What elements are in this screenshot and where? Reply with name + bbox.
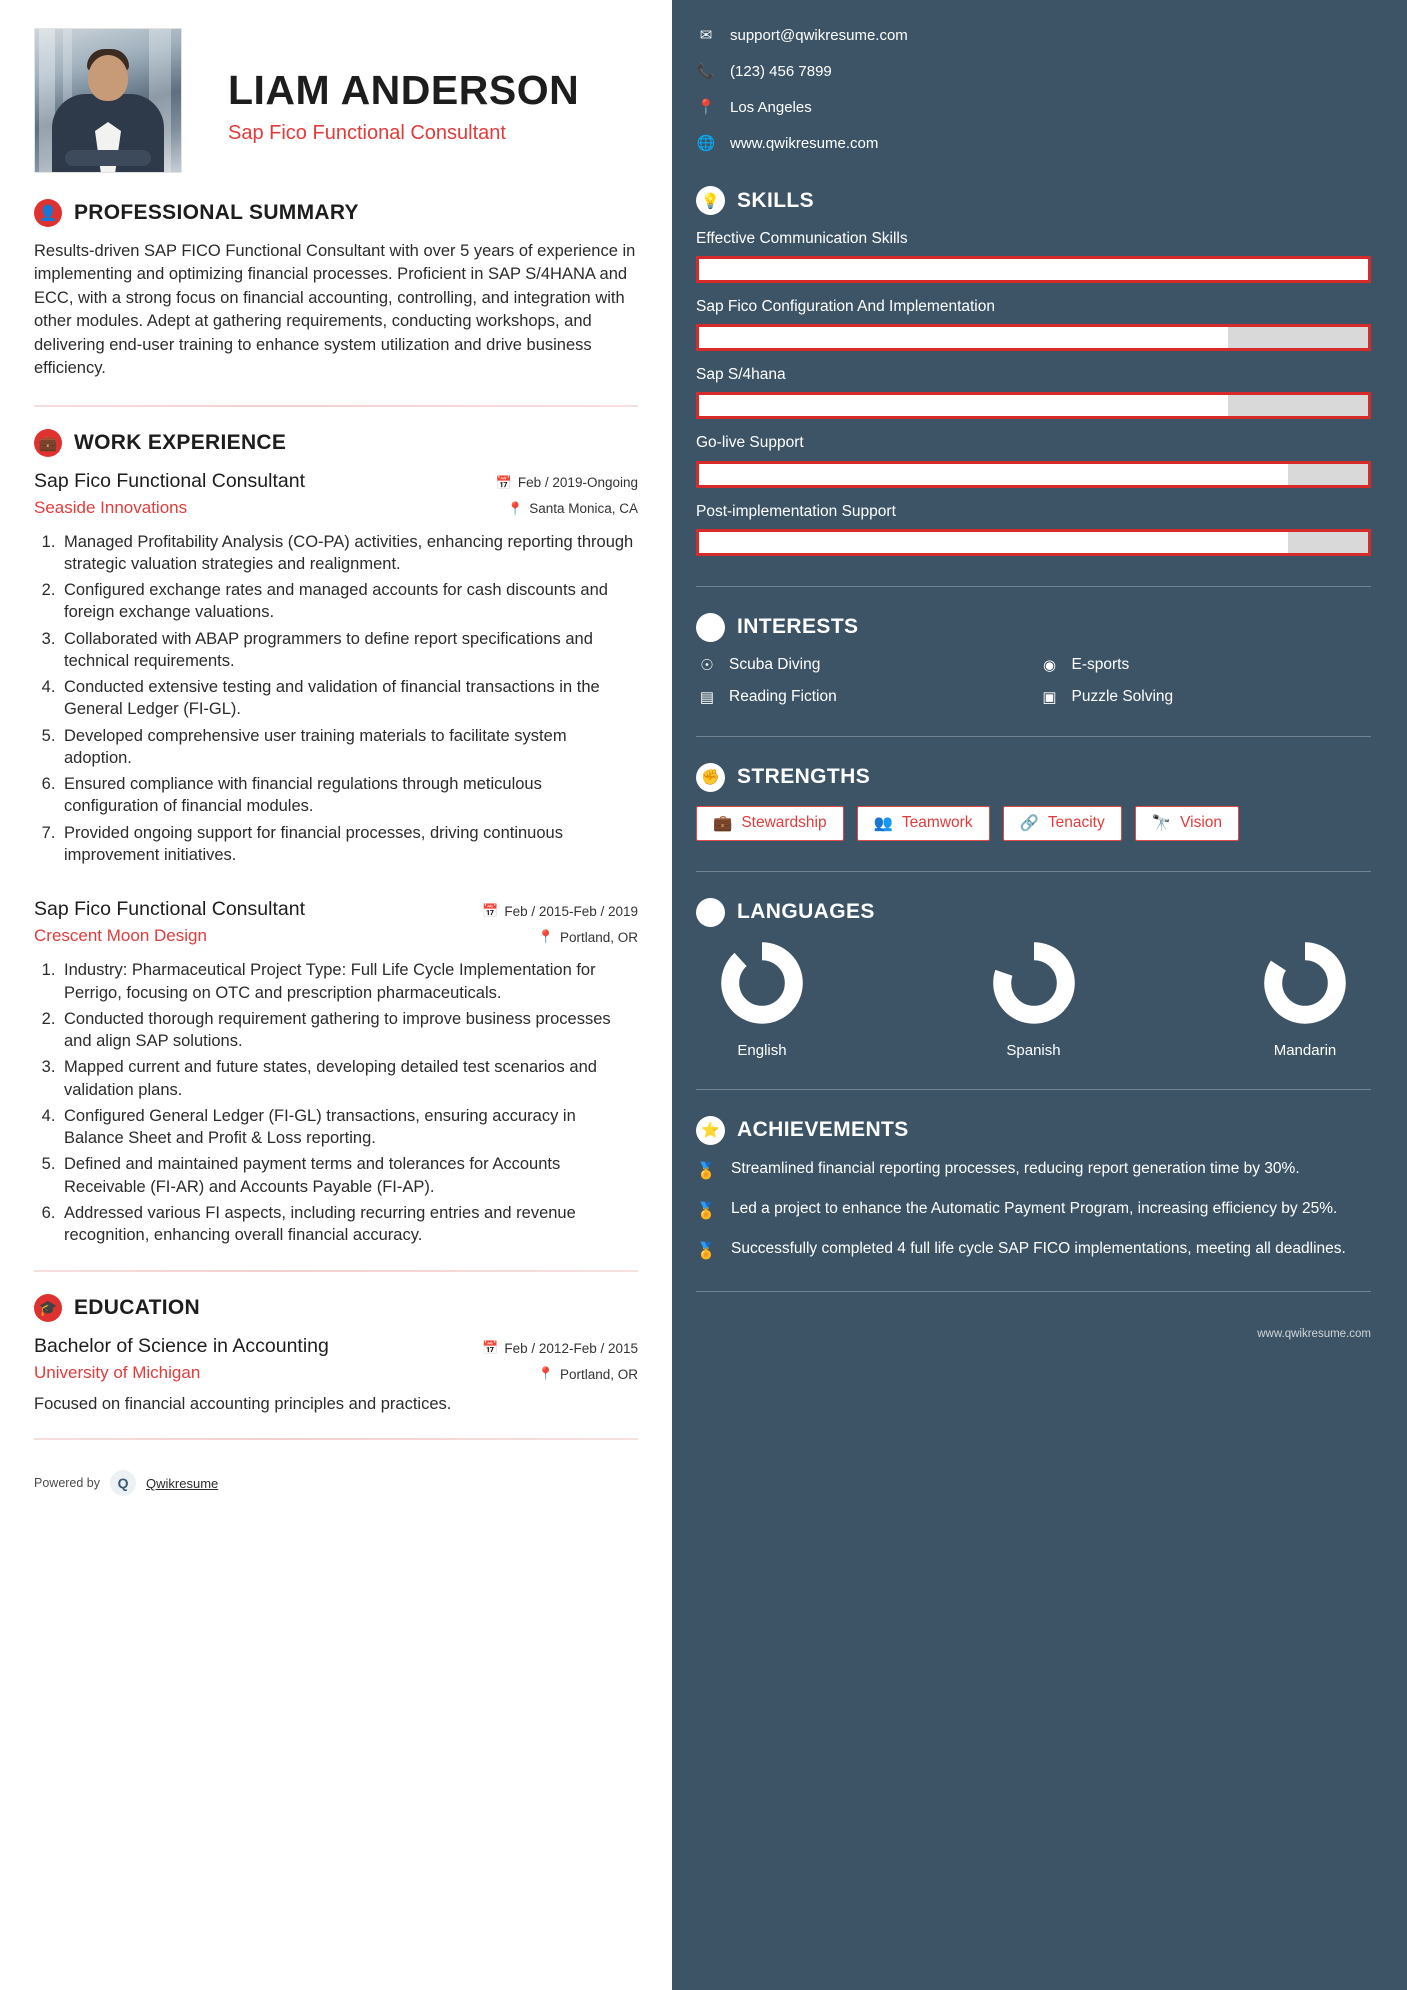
footer [34, 1470, 638, 1520]
divider [696, 1291, 1371, 1292]
work-title: WORK EXPERIENCE [74, 430, 287, 454]
skills-title: SKILLS [737, 188, 815, 212]
pin-icon: 📍 [696, 99, 716, 116]
strengths-title: STRENGTHS [737, 765, 871, 789]
strengths-section [696, 763, 1371, 841]
achievement-item: 🏅 Led a project to enhance the Automatic Payment Program, increasing efficiency by 25%. [696, 1199, 1338, 1220]
list-item: 6. Addressed various FI aspects, including recurring entries and revenue recognition, enhancing overall financial accuracy. [60, 1202, 638, 1247]
strength-chip: 🔭 Vision [1135, 806, 1239, 841]
skill-item: Post-implementation Support [696, 502, 1371, 556]
list-item: 5. Defined and maintained payment terms and tolerances for Accounts Receivable (FI-AR) and Accounts Payable (FI-AP). [60, 1153, 638, 1198]
skill-item: Effective Communication Skills [696, 229, 1371, 283]
pin-icon: 📍 [537, 1366, 554, 1382]
divider [696, 586, 1371, 587]
achievement-item: 🏅 Successfully completed 4 full life cycle SAP FICO implementations, meeting all deadlines. [696, 1239, 1346, 1260]
divider [34, 1438, 638, 1440]
interests-title: INTERESTS [737, 615, 859, 639]
contact-block [696, 26, 1371, 152]
medal-icon: 🏅 [696, 1242, 716, 1260]
star-icon: ⭐ [696, 1116, 725, 1145]
degree-name: Bachelor of Science in Accounting [34, 1335, 329, 1358]
candidate-name: LIAM ANDERSON [228, 67, 580, 113]
education-location: 📍 Portland, OR [537, 1366, 638, 1382]
list-item: 5. Developed comprehensive user training materials to facilitate system adoption. [60, 725, 638, 770]
strength-chip: 👥 Teamwork [857, 806, 990, 841]
achievement-item: 🏅 Streamlined financial reporting processes, reducing report generation time by 30%. [696, 1159, 1300, 1180]
summary-title: PROFESSIONAL SUMMARY [74, 201, 359, 224]
education-section [34, 1294, 638, 1414]
education-dates: 📅 Feb / 2012-Feb / 2015 [482, 1340, 638, 1356]
name-block [182, 28, 579, 145]
education-title: EDUCATION [74, 1296, 200, 1320]
donut-chart [720, 941, 804, 1025]
work-heading [34, 429, 638, 457]
divider [696, 1089, 1371, 1090]
resume-left-column [0, 0, 672, 1990]
language-item: Mandarin [1245, 941, 1365, 1059]
achievements-section [696, 1116, 1371, 1261]
medal-icon: 🏅 [696, 1162, 716, 1180]
job-bullets [60, 531, 638, 867]
list-item: 2. Configured exchange rates and managed accounts for cash discounts and foreign exchange valuations. [60, 579, 638, 624]
pin-icon: 📍 [537, 929, 554, 945]
puzzle-icon: ▣ [1042, 688, 1057, 706]
job-bullets [60, 959, 638, 1246]
company-name: Seaside Innovations [34, 497, 188, 517]
divider [34, 405, 638, 407]
list-item: 2. Conducted thorough requirement gathering to improve business processes and align SAP solutions. [60, 1008, 638, 1053]
person-icon: 👤 [34, 199, 62, 227]
language-item: Spanish [974, 941, 1094, 1059]
powered-by-label: Powered by [34, 1476, 101, 1491]
skill-item: Sap S/4hana [696, 365, 1371, 419]
divider [696, 871, 1371, 872]
skills-section [696, 186, 1371, 556]
languages-section [696, 898, 1371, 1059]
qwikresume-link[interactable]: Qwikresume [146, 1475, 219, 1491]
qwikresume-logo-icon: Q [110, 1470, 136, 1496]
translate-icon: 🇧 [696, 898, 725, 927]
skills-heading [696, 186, 1371, 215]
gamepad-icon: ▤ [699, 688, 715, 706]
interest-item: ◉ E-sports [1039, 656, 1372, 674]
interests-heading [696, 613, 1371, 642]
interest-item: ☉ Scuba Diving [696, 656, 1029, 674]
skill-item: Sap Fico Configuration And Implementation [696, 297, 1371, 351]
trophy-icon: ◉ [1042, 656, 1057, 674]
experience-entry [34, 898, 638, 1246]
job-dates: 📅 Feb / 2015-Feb / 2019 [482, 903, 638, 919]
job-title: Sap Fico Functional Consultant [34, 469, 305, 492]
list-item: 3. Collaborated with ABAP programmers to define report specifications and technical requirements. [60, 628, 638, 673]
summary-text: Results-driven SAP FICO Functional Consultant with over 5 years of experience in implementing and optimizing financial processes. Proficient in SAP S/4HANA and ECC, with a strong focus on financial accounting, controlling, and integration with other modules. Adept at gathering requirements, conducting workshops, and delivering end-user training to enhance system utilization and drive business efficiency. [34, 242, 636, 378]
work-experience-section [34, 429, 638, 1247]
list-item: 1. Managed Profitability Analysis (CO-PA) activities, enhancing reporting through strategic valuation strategies and realignment. [60, 531, 638, 576]
resume-right-sidebar [672, 0, 1407, 1990]
school-name: University of Michigan [34, 1363, 201, 1383]
professional-summary-section [34, 199, 638, 381]
phone-icon: 📞 [696, 63, 716, 80]
contact-phone[interactable]: 📞 (123) 456 7899 [696, 62, 832, 80]
divider [696, 736, 1371, 737]
briefcase-icon: 💼 [34, 429, 62, 457]
resume-header [34, 28, 638, 173]
globe-icon: 🌐 [696, 135, 716, 152]
donut-chart [1263, 941, 1347, 1025]
fist-icon: ✊ [696, 763, 725, 792]
link-icon: 🔗 [1019, 814, 1039, 832]
interest-item: ▣ Puzzle Solving [1039, 688, 1372, 706]
list-item: 1. Industry: Pharmaceutical Project Type: Full Life Cycle Implementation for Perrigo, focusing on OTC and prescription pharmaceuticals. [60, 959, 638, 1004]
list-item: 7. Provided ongoing support for financial processes, driving continuous improvement initiatives. [60, 822, 638, 867]
strength-chip: 💼 Stewardship [696, 806, 844, 841]
language-item: English [702, 941, 822, 1059]
skill-bar [696, 392, 1371, 419]
lightbulb-icon: 💡 [696, 186, 725, 215]
job-title: Sap Fico Functional Consultant [34, 898, 305, 921]
education-heading [34, 1294, 638, 1322]
languages-heading [696, 898, 1371, 927]
lifebuoy-icon: ☉ [700, 656, 714, 674]
skill-item: Go-live Support [696, 433, 1371, 487]
binoculars-icon: 🔭 [1151, 814, 1172, 832]
interest-item: ▤ Reading Fiction [696, 688, 1029, 706]
candidate-role: Sap Fico Functional Consultant [228, 122, 506, 144]
education-description: Focused on financial accounting principles and practices. [34, 1395, 452, 1414]
interests-section [696, 613, 1371, 706]
contact-location: 📍 Los Angeles [696, 98, 812, 116]
donut-chart [992, 941, 1076, 1025]
strengths-heading [696, 763, 1371, 792]
graduation-cap-icon: 🎓 [34, 1294, 62, 1322]
paper-plane-icon: ✈ [696, 613, 725, 642]
job-location: 📍 Portland, OR [537, 929, 638, 945]
summary-heading [34, 199, 638, 227]
calendar-icon: 📅 [482, 1340, 499, 1356]
strength-chip: 🔗 Tenacity [1003, 806, 1122, 841]
experience-entry [34, 470, 638, 867]
sidebar-footer-url: www.qwikresume.com [1257, 1327, 1371, 1340]
list-item: 4. Conducted extensive testing and validation of financial transactions in the General Ledger (FI-GL). [60, 676, 638, 721]
contact-email[interactable]: ✉ support@qwikresume.com [696, 26, 1371, 44]
achievements-heading [696, 1116, 1371, 1145]
divider [34, 1270, 638, 1272]
skill-bar [696, 461, 1371, 488]
pin-icon: 📍 [507, 500, 524, 516]
job-dates: 📅 Feb / 2019-Ongoing [495, 474, 638, 491]
languages-title: LANGUAGES [737, 900, 875, 924]
skill-bar [696, 256, 1371, 283]
achievements-title: ACHIEVEMENTS [737, 1118, 909, 1142]
envelope-icon: ✉ [699, 27, 713, 44]
calendar-icon: 📅 [495, 474, 512, 490]
list-item: 3. Mapped current and future states, developing detailed test scenarios and validation plans. [60, 1056, 638, 1101]
contact-website[interactable]: 🌐 www.qwikresume.com [696, 134, 879, 152]
skill-bar [696, 529, 1371, 556]
company-name: Crescent Moon Design [34, 926, 207, 946]
calendar-icon: 📅 [482, 903, 499, 919]
job-location: 📍 Santa Monica, CA [507, 500, 638, 517]
list-item: 6. Ensured compliance with financial regulations through meticulous configuration of financial modules. [60, 773, 638, 818]
list-item: 4. Configured General Ledger (FI-GL) transactions, ensuring accuracy in Balance Sheet and Profit & Loss reporting. [60, 1105, 638, 1150]
briefcase-icon: 💼 [713, 814, 733, 832]
people-icon: 👥 [873, 814, 893, 832]
profile-photo [34, 28, 182, 173]
education-entry [34, 1335, 638, 1414]
skill-bar [696, 324, 1371, 351]
medal-icon: 🏅 [696, 1202, 716, 1220]
